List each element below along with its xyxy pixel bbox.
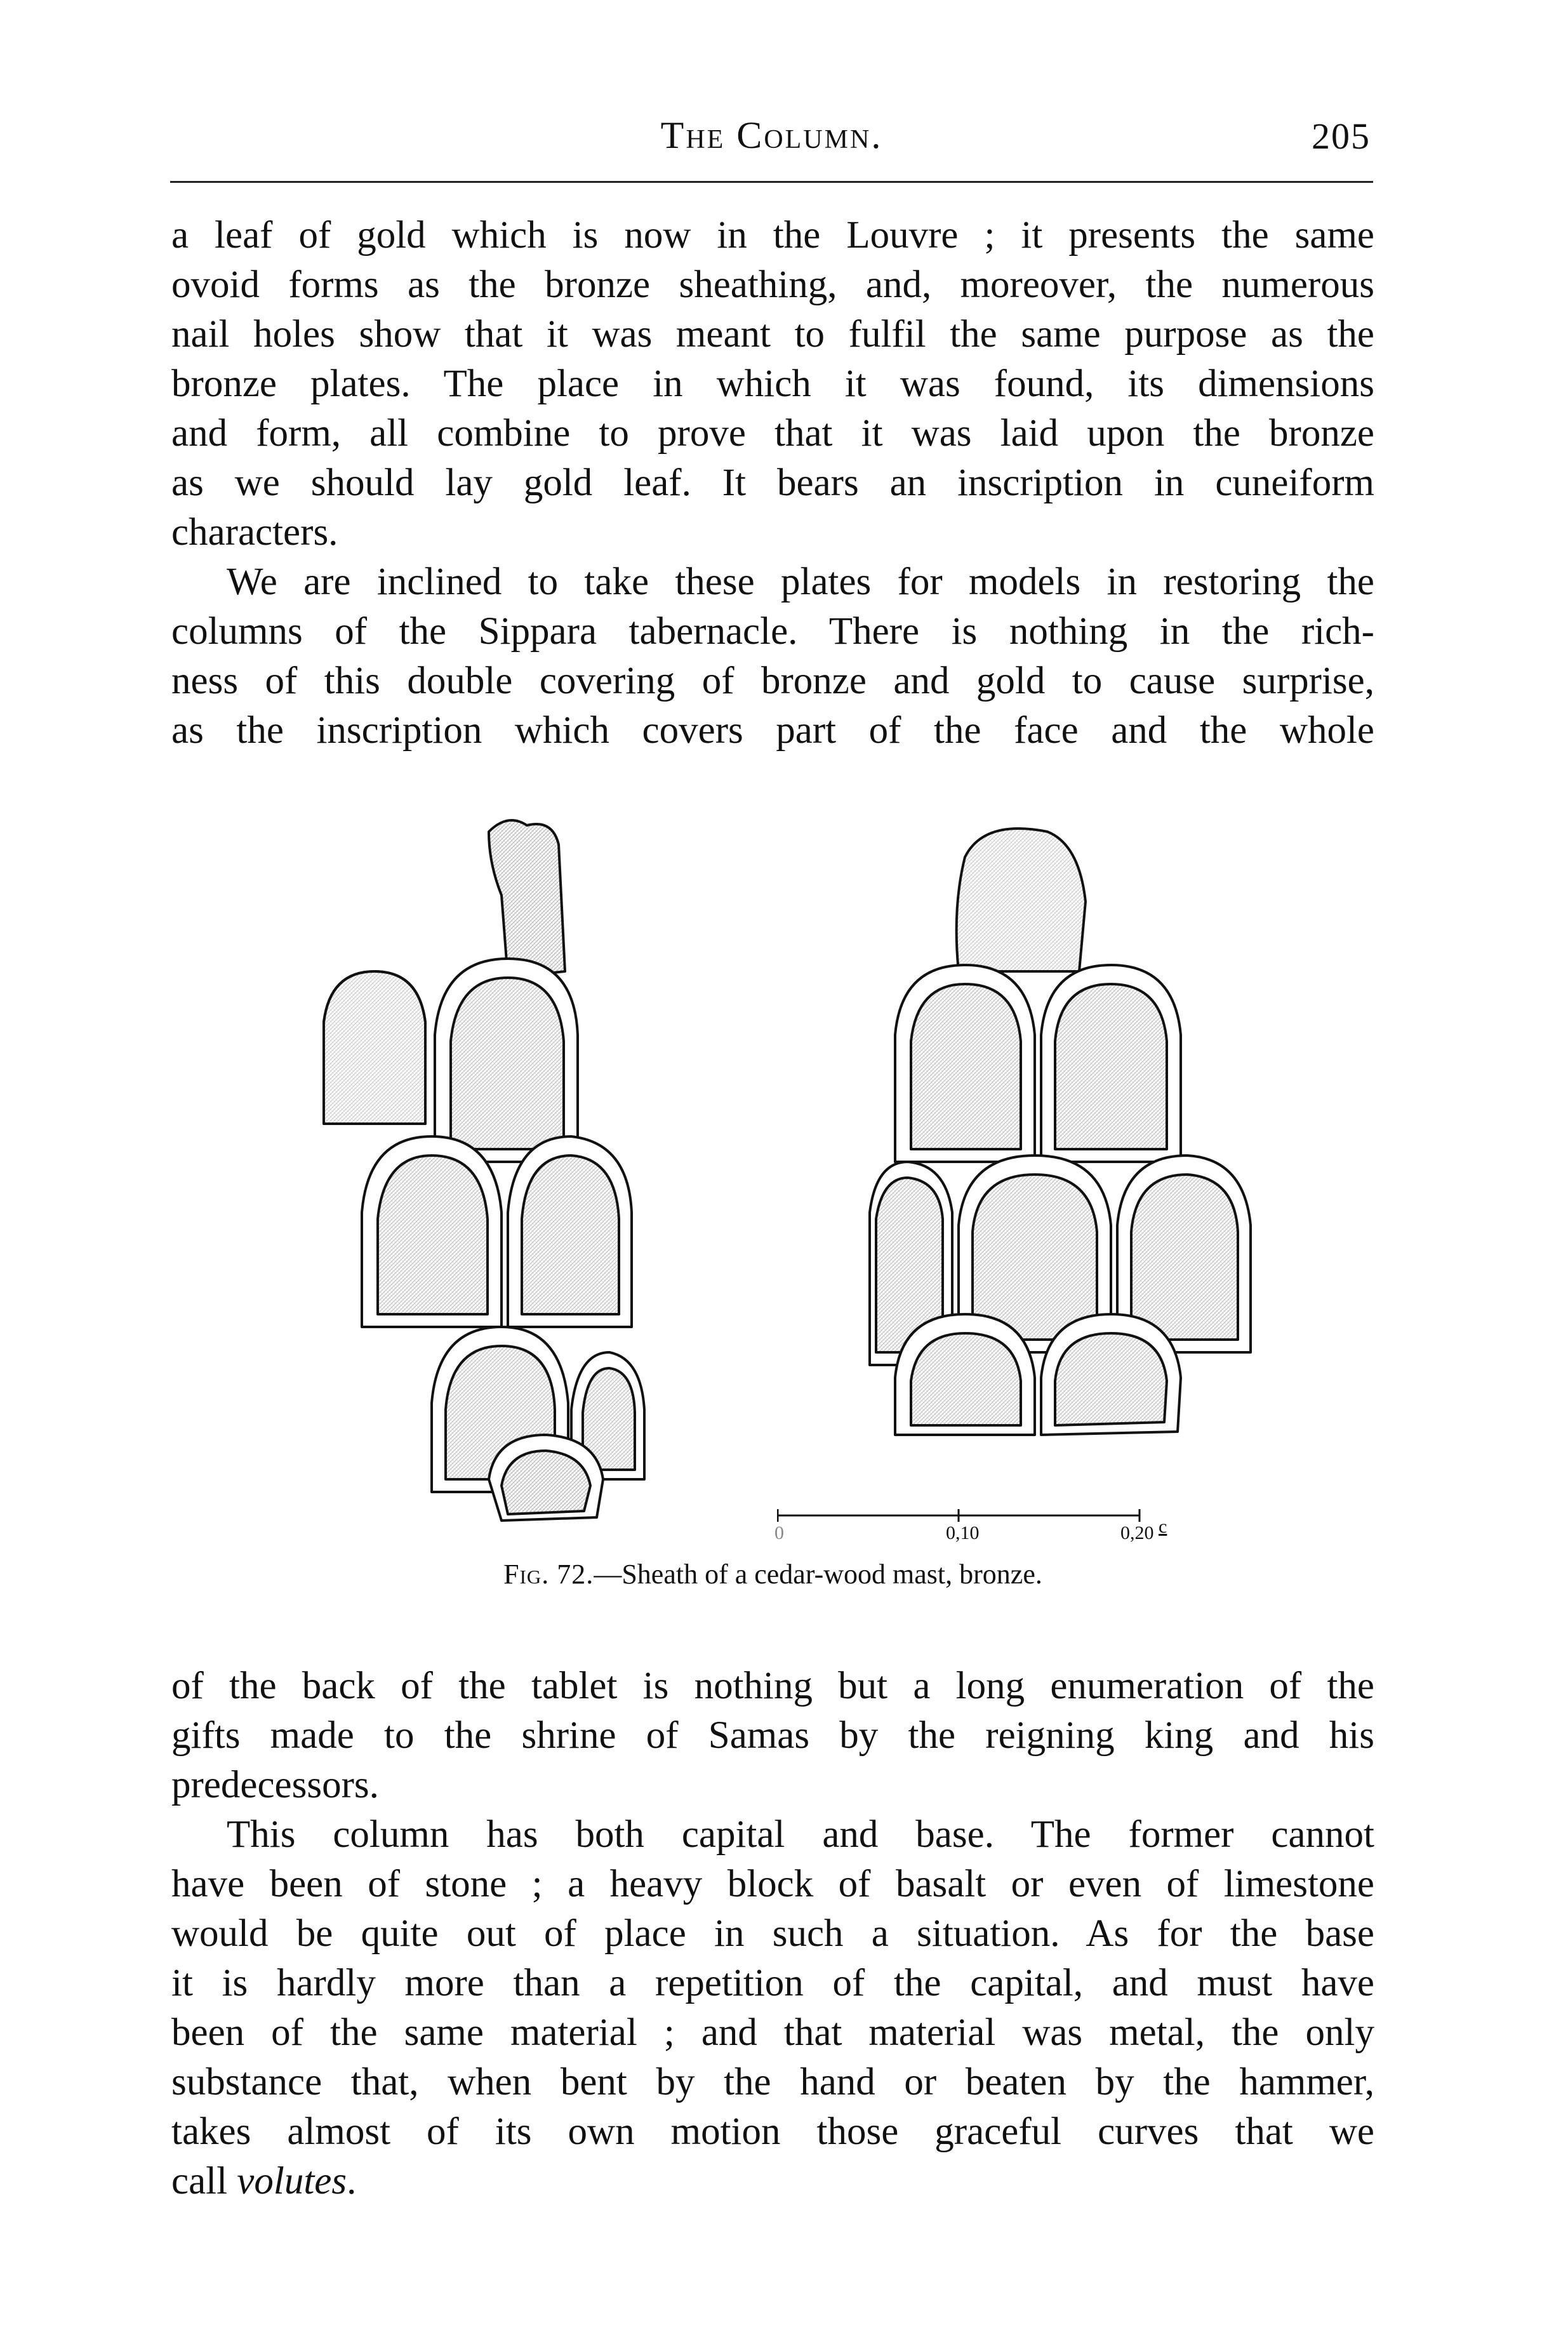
text-line: takes almost of its own motion those graceful curves that we (171, 2110, 1374, 2153)
final-line-suffix: . (347, 2160, 357, 2202)
running-title: The Column. (660, 114, 883, 156)
text-line: been of the same material ; and that material was metal, the only (171, 2011, 1374, 2054)
scale-label-020: 0,20 (1120, 1522, 1154, 1543)
text-line: have been of stone ; a heavy block of basalt or even of limestone (171, 1863, 1374, 1905)
text-line: gifts made to the shrine of Samas by the reigning king and his (171, 1714, 1374, 1757)
text-line: bronze plates. The place in which it was found, its dimensions (171, 363, 1374, 405)
text-line: nail holes show that it was meant to fulfil the same purpose as the (171, 313, 1374, 356)
text-line: as the inscription which covers part of the face and the whole (171, 709, 1374, 752)
final-line-prefix: call (171, 2160, 237, 2202)
paragraph-capital-and-base (171, 1810, 1374, 2206)
figure-label: Fig. 72. (503, 1559, 594, 1590)
text-line: ness of this double covering of bronze and gold to cause surprise, (171, 660, 1374, 702)
paragraph-sippara-tabernacle (171, 557, 1374, 756)
page-number: 205 (1312, 116, 1371, 157)
text-line: and form, all combine to prove that it was laid upon the bronze (171, 412, 1374, 455)
text-line: We are inclined to take these plates for models in restoring the (227, 561, 1374, 603)
bottom-text-block (171, 1661, 1374, 2206)
italic-term-volutes: volutes (237, 2160, 347, 2202)
text-line: would be quite out of place in such a situation. As for the base (171, 1912, 1374, 1955)
text-line: as we should lay gold leaf. It bears an inscription in cuneiform (171, 462, 1374, 504)
scale-unit: c (1159, 1516, 1167, 1537)
caption-text: —Sheath of a cedar-wood mast, bronze. (594, 1559, 1042, 1590)
running-head (170, 113, 1373, 157)
text-line: a leaf of gold which is now in the Louvre ; it presents the same (171, 214, 1374, 256)
text-line: substance that, when bent by the hand or beaten by the hammer, (171, 2061, 1374, 2103)
text-line: This column has both capital and base. The former cannot (227, 1813, 1374, 1856)
paragraph-leaf-of-gold (171, 211, 1374, 557)
text-line: of the back of the tablet is nothing but a long enumeration of the (171, 1665, 1374, 1707)
text-line: columns of the Sippara tabernacle. There is nothing in the rich- (171, 610, 1374, 653)
text-line: predecessors. (171, 1764, 379, 1806)
header-rule (170, 181, 1373, 183)
text-line: it is hardly more than a repetition of the capital, and must have (171, 1962, 1374, 2004)
text-line: characters. (171, 511, 338, 554)
scale-label-0: 0 (774, 1522, 784, 1543)
left-sheath-illustration (298, 806, 654, 1524)
scale-label-010: 0,10 (946, 1522, 980, 1543)
figure-caption (171, 1557, 1374, 1592)
top-text-block (171, 211, 1374, 756)
text-line: ovoid forms as the bronze sheathing, and, moreover, the numerous (171, 263, 1374, 306)
right-sheath-illustration (857, 806, 1289, 1441)
text-line-final (171, 2157, 1374, 2206)
paragraph-back-of-tablet (171, 1661, 1374, 1810)
figure-72 (298, 806, 1289, 1543)
